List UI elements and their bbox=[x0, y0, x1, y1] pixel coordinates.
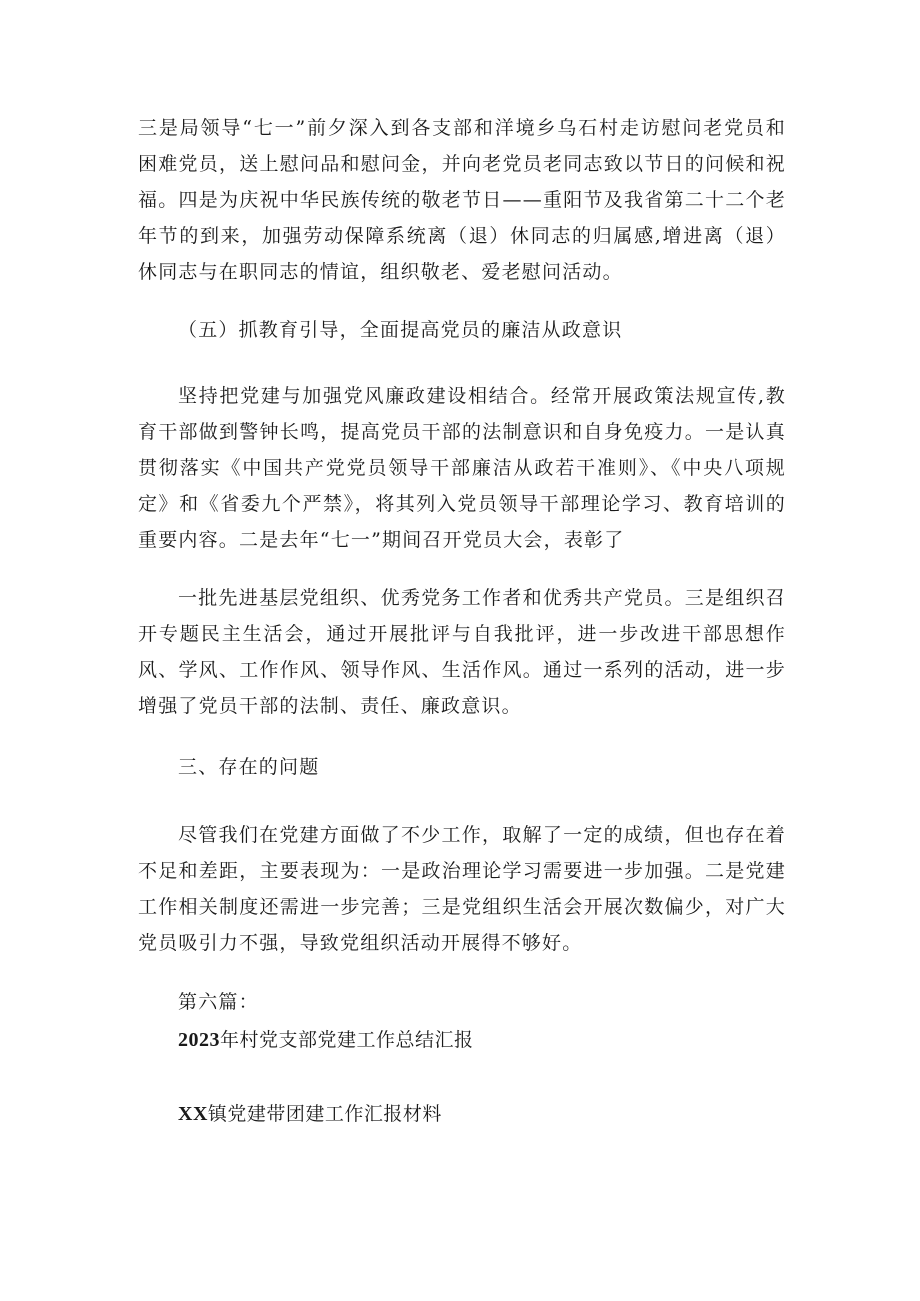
title-town-text: 镇党建带团建工作汇报材料 bbox=[207, 1103, 442, 1125]
paragraph-activities: 一批先进基层党组织、优秀党务工作者和优秀共产党员。三是组织召开专题民主生活会，通过开展批评与自我批评，进一步改进干部思想作风、学风、工作作风、领导作风、生活作风。通过一系列的活动，进一步增强了党员干部的法制、责任、廉政意识。 bbox=[138, 587, 786, 717]
title-prefix: XX bbox=[178, 1103, 208, 1125]
paragraph-clean-governance: 坚持把党建与加强党风廉政建设相结合。经常开展政策法规宣传,教育干部做到警钟长鸣，提高党员干部的法制意识和自身免疫力。一是认真贯彻落实《中国共产党党员领导干部廉洁从政若干准则》、《中央八项规定》和《省委九个严禁》，将其列入党员领导干部理论学习、教育培训的重要内容。二是去年“七一”期间召开党员大会，表彰了 bbox=[138, 385, 786, 551]
section-heading-problems: 三、存在的问题 bbox=[178, 756, 320, 778]
paragraph-problems: 尽管我们在党建方面做了不少工作，取解了一定的成绩，但也存在着不足和差距，主要表现为：一是政治理论学习需要进一步加强。二是党建工作相关制度还需进一步完善；三是党组织生活会开展次数偏少，对广大党员吸引力不强，导致党组织活动开展得不够好。 bbox=[138, 824, 786, 954]
title-year: 2023 bbox=[178, 1029, 220, 1051]
paragraph-visits: 三是局领导“七一”前夕深入到各支部和洋境乡乌石村走访慰问老党员和困难党员，送上慰问品和慰问金，并向老党员老同志致以节日的问候和祝福。四是为庆祝中华民族传统的敬老节日——重阳节及我省第二十二个老年节的到来，加强劳动保障系统离（退）休同志的归属感,增进离（退）休同志与在职同志的情谊，组织敬老、爱老慰问活动。 bbox=[138, 117, 786, 283]
title-town-report bbox=[178, 1096, 442, 1132]
title-village-report bbox=[178, 1022, 474, 1058]
chapter-label: 第六篇： bbox=[178, 991, 259, 1013]
title-village-text: 年村党支部党建工作总结汇报 bbox=[220, 1029, 474, 1051]
section-heading-education: （五）抓教育引导，全面提高党员的廉洁从政意识 bbox=[178, 319, 623, 341]
